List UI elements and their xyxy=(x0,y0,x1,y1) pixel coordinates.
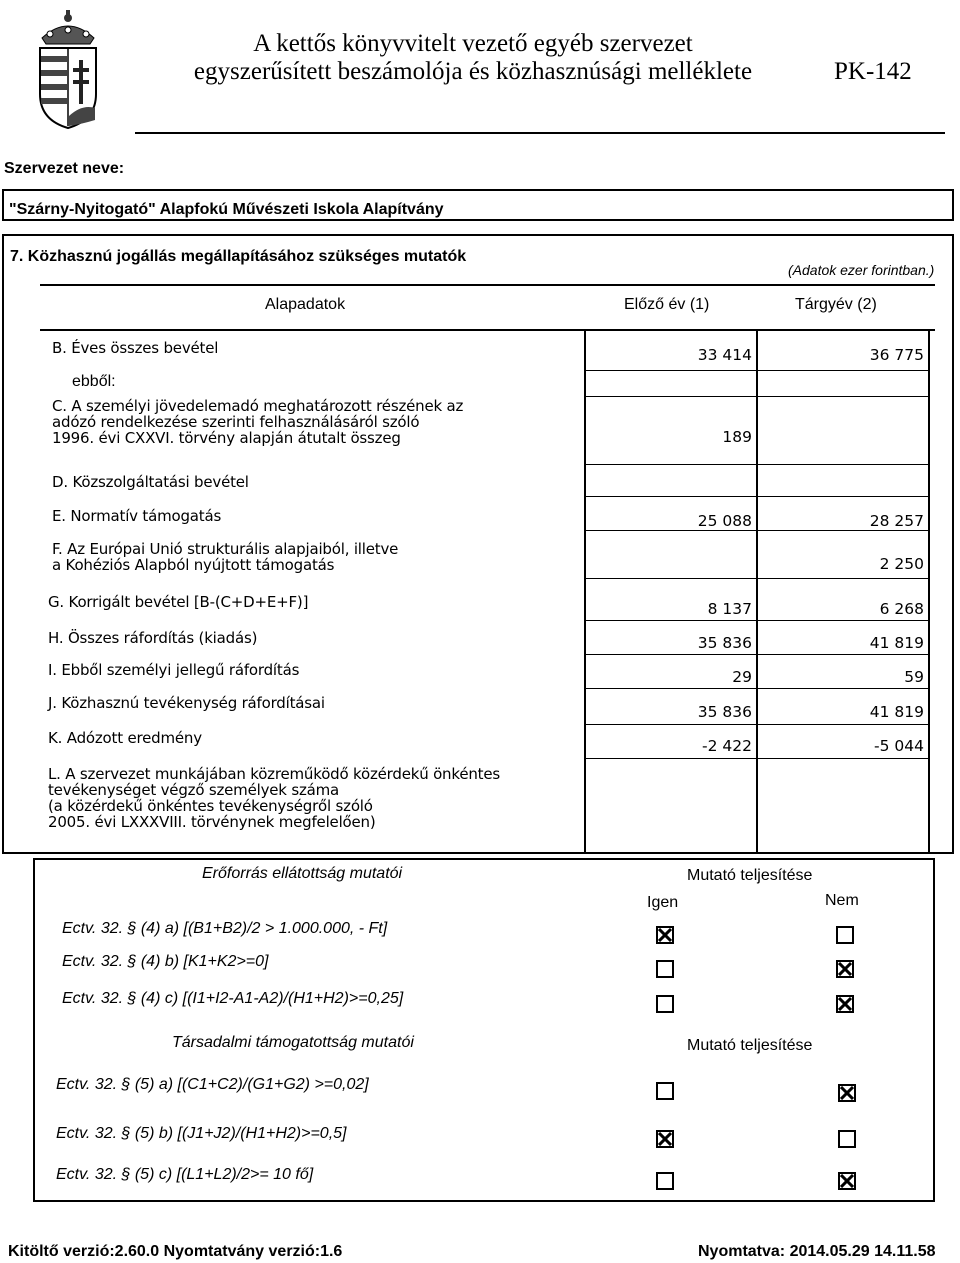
org-name-label: Szervezet neve: xyxy=(4,160,125,177)
row-line-b xyxy=(584,370,930,371)
hungarian-coat-of-arms-logo xyxy=(28,8,108,132)
row-i-label: I. Ebből személyi jellegű ráfordítás xyxy=(48,661,300,679)
row-c-prev: 189 xyxy=(722,428,752,446)
row-k-curr: -5 044 xyxy=(874,737,924,755)
row-ebbol-label: ebből: xyxy=(72,373,116,390)
resource-item-1-label: Ectv. 32. § (4) a) [(B1+B2)/2 > 1.000.000, - Ft] xyxy=(62,920,388,937)
row-line-d xyxy=(584,496,930,497)
row-j-label: J. Közhasznú tevékenység ráfordításai xyxy=(48,694,325,712)
checkmark-x-icon xyxy=(658,928,672,942)
row-j-prev: 35 836 xyxy=(697,703,752,721)
row-h-label: H. Összes ráfordítás (kiadás) xyxy=(48,629,258,647)
row-line-g xyxy=(584,620,930,621)
col-header-prev-year: Előző év (1) xyxy=(624,296,710,313)
footer-version: Kitöltő verzió:2.60.0 Nyomtatvány verzió:1.6 xyxy=(8,1243,343,1260)
row-f-label-line2: a Kohéziós Alapból nyújtott támogatás xyxy=(52,556,335,574)
row-l-label-line1: L. A szervezet munkájában közreműködő közérdekű önkéntes xyxy=(48,765,500,783)
row-l-label-line3: (a közérdekű önkéntes tevékenységről szóló xyxy=(48,797,373,815)
row-line-i xyxy=(584,688,930,689)
unit-note: (Adatok ezer forintban.) xyxy=(788,262,935,278)
col-header-basic: Alapadatok xyxy=(265,296,346,313)
row-g-label: G. Korrigált bevétel [B-(C+D+E+F)] xyxy=(48,593,309,611)
social-item-2-yes-checkbox[interactable] xyxy=(656,1130,674,1148)
social-item-1-no-checkbox[interactable] xyxy=(838,1084,856,1102)
row-c-label-line3: 1996. évi CXXVI. törvény alapján átutalt összeg xyxy=(52,429,401,447)
org-name-value: "Szárny-Nyitogató" Alapfokú Művészeti Iskola Alapítvány xyxy=(9,201,444,218)
checkmark-x-icon xyxy=(840,1086,854,1100)
checkmark-x-icon xyxy=(658,1132,672,1146)
prev-col-right-border xyxy=(756,330,758,852)
row-c-label-line2: adózó rendelkezése szerinti felhasználásáról szóló xyxy=(52,413,420,431)
prev-col-left-border xyxy=(584,330,586,852)
section-7-bottom-line xyxy=(2,852,954,854)
row-g-prev: 8 137 xyxy=(707,600,752,618)
social-item-3-yes-checkbox[interactable] xyxy=(656,1172,674,1190)
row-line-k xyxy=(584,758,930,759)
row-line-h xyxy=(584,654,930,655)
section-7-title: 7. Közhasznú jogállás megállapításához szükséges mutatók xyxy=(10,248,467,265)
row-line-j xyxy=(584,724,930,725)
row-line-c xyxy=(584,464,930,465)
org-name-box xyxy=(2,189,954,221)
footer-printed: Nyomtatva: 2014.05.29 14.11.58 xyxy=(698,1243,936,1260)
row-line-ebbol xyxy=(584,396,930,397)
social-item-1-label: Ectv. 32. § (5) a) [(C1+C2)/(G1+G2) >=0,02] xyxy=(56,1076,369,1093)
row-line-f xyxy=(584,578,930,579)
row-h-prev: 35 836 xyxy=(697,634,752,652)
row-f-curr: 2 250 xyxy=(879,555,924,573)
social-item-3-no-checkbox[interactable] xyxy=(838,1172,856,1190)
social-item-2-label: Ectv. 32. § (5) b) [(J1+J2)/(H1+H2)>=0,5] xyxy=(56,1125,347,1142)
form-title-line1: A kettős könyvvitelt vezető egyéb szervezet xyxy=(253,30,693,57)
row-j-curr: 41 819 xyxy=(869,703,924,721)
social-item-2-no-checkbox[interactable] xyxy=(838,1130,856,1148)
row-i-prev: 29 xyxy=(732,668,752,686)
resource-item-2-yes-checkbox[interactable] xyxy=(656,960,674,978)
resource-item-3-no-checkbox[interactable] xyxy=(836,995,854,1013)
resources-no-header: Nem xyxy=(825,892,859,909)
row-b-label: B. Éves összes bevétel xyxy=(52,339,219,357)
indicators-box xyxy=(33,858,935,1202)
checkmark-x-icon xyxy=(838,997,852,1011)
resources-performance-header: Mutató teljesítése xyxy=(687,867,813,884)
resources-title: Erőforrás ellátottság mutatói xyxy=(202,865,403,882)
social-item-1-yes-checkbox[interactable] xyxy=(656,1082,674,1100)
row-i-curr: 59 xyxy=(904,668,924,686)
resource-item-2-no-checkbox[interactable] xyxy=(836,960,854,978)
col-header-bottom-line xyxy=(40,329,935,331)
checkmark-x-icon xyxy=(838,962,852,976)
header-divider xyxy=(135,132,945,134)
resource-item-1-no-checkbox[interactable] xyxy=(836,926,854,944)
social-item-3-label: Ectv. 32. § (5) c) [(L1+L2)/2>= 10 fő] xyxy=(56,1166,314,1183)
row-b-curr: 36 775 xyxy=(869,346,924,364)
row-b-prev: 33 414 xyxy=(697,346,752,364)
resource-item-1-yes-checkbox[interactable] xyxy=(656,926,674,944)
social-title: Társadalmi támogatottság mutatói xyxy=(172,1034,414,1051)
curr-col-right-border xyxy=(928,330,930,852)
row-k-prev: -2 422 xyxy=(702,737,752,755)
row-h-curr: 41 819 xyxy=(869,634,924,652)
row-e-label: E. Normatív támogatás xyxy=(52,507,222,525)
row-g-curr: 6 268 xyxy=(879,600,924,618)
row-l-label-line4: 2005. évi LXXXVIII. törvénynek megfelelően) xyxy=(48,813,376,831)
checkmark-x-icon xyxy=(840,1174,854,1188)
resources-yes-header: Igen xyxy=(647,894,679,911)
form-code: PK-142 xyxy=(834,58,912,85)
row-c-label-line1: C. A személyi jövedelemadó meghatározott részének az xyxy=(52,397,464,415)
row-l-label-line2: tevékenységet végző személyek száma xyxy=(48,781,340,799)
col-header-top-line xyxy=(40,284,935,286)
resource-item-3-label: Ectv. 32. § (4) c) [(I1+I2-A1-A2)/(H1+H2)>=0,25] xyxy=(62,990,404,1007)
row-e-prev: 25 088 xyxy=(697,512,752,530)
row-line-e xyxy=(584,530,930,531)
resource-item-2-label: Ectv. 32. § (4) b) [K1+K2>=0] xyxy=(62,953,269,970)
form-title-line2: egyszerűsített beszámolója és közhasznúsági melléklete xyxy=(193,58,753,85)
row-k-label: K. Adózott eredmény xyxy=(48,729,202,747)
row-d-label: D. Közszolgáltatási bevétel xyxy=(52,473,249,491)
col-header-current-year: Tárgyév (2) xyxy=(795,296,877,313)
row-e-curr: 28 257 xyxy=(869,512,924,530)
social-performance-header: Mutató teljesítése xyxy=(687,1037,813,1054)
row-f-label-line1: F. Az Európai Unió strukturális alapjaiból, illetve xyxy=(52,540,399,558)
resource-item-3-yes-checkbox[interactable] xyxy=(656,995,674,1013)
